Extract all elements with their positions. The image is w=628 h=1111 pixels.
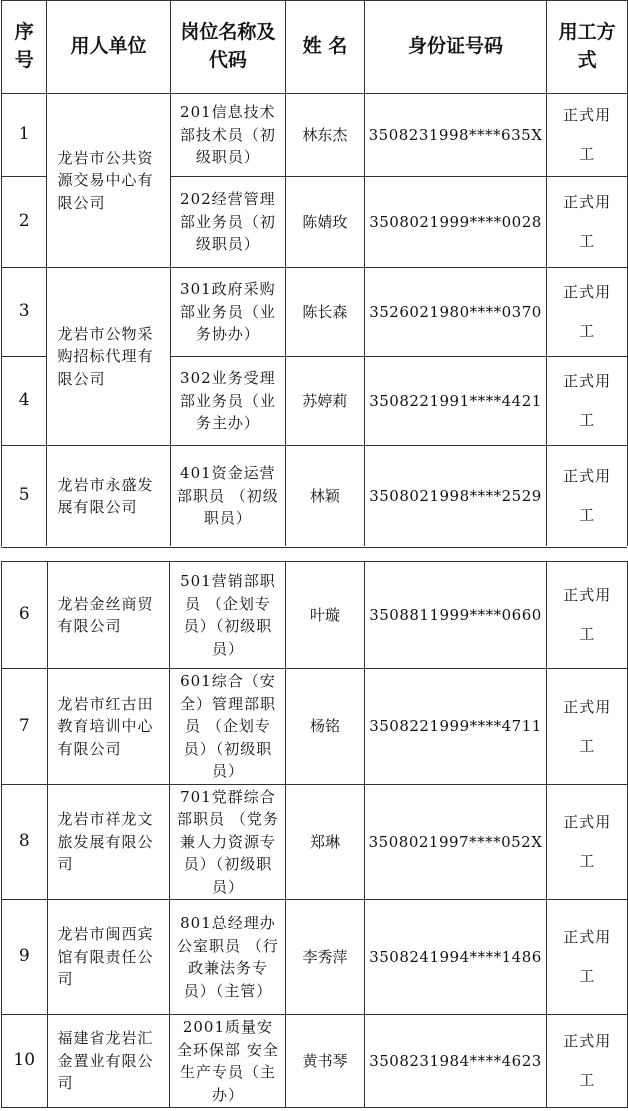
row-id: 3508231984****4623 [364,1015,547,1108]
row-id: 3508221999****4711 [364,669,547,785]
header-seq: 序号 [2,1,47,94]
page-break-line [1,547,627,548]
row-post: 601综合（安全）管理部职员 （企划专员）（初级职员） [170,669,286,785]
row-post: 302业务受理部业务员（业务主办） [170,357,286,446]
row-name: 杨铭 [286,669,364,785]
row-id: 3508811999****0660 [364,562,547,669]
header-name: 姓 名 [286,1,364,94]
row-id: 3508021998****2529 [364,446,547,547]
table-row [2,268,628,357]
row-name: 林东杰 [286,94,364,177]
table-row [2,669,628,785]
row-seq: 10 [2,1015,48,1108]
row-post: 202经营管理部业务员（初级职员） [170,177,286,268]
row-unit: 龙岩市永盛发展有限公司 [47,446,170,547]
row-seq: 9 [2,900,48,1015]
table-row [2,900,628,1015]
hire-table-part2 [1,561,628,1108]
table-row [2,1015,628,1108]
row-name: 陈婧玫 [286,177,364,268]
row-seq: 2 [2,177,47,268]
row-seq: 1 [2,94,47,177]
row-name: 林颖 [286,446,364,547]
table-row [2,562,628,669]
row-post: 501营销部职员 （企划专员）（初级职员） [170,562,286,669]
row-seq: 8 [2,785,48,900]
table-header-row [2,1,628,94]
row-emp: 正式用工 [547,669,628,785]
row-emp: 正式用工 [547,562,628,669]
table-row [2,785,628,900]
header-post: 岗位名称及代码 [170,1,286,94]
table-row [2,446,628,547]
row-post: 701党群综合部职员 （党务兼人力资源专员）（初级职员） [170,785,286,900]
row-seq: 3 [2,268,47,357]
table-row [2,94,628,177]
row-post: 201信息技术部技术员（初级职员） [170,94,286,177]
row-post: 401资金运营部职员 （初级职员） [170,446,286,547]
row-seq: 6 [2,562,48,669]
row-unit: 福建省龙岩汇金置业有限公司 [47,1015,170,1108]
row-emp: 正式用工 [547,785,628,900]
row-unit: 龙岩市公共资源交易中心有限公司 [47,94,170,268]
row-post: 301政府采购部业务员（业务协办） [170,268,286,357]
row-seq: 4 [2,357,47,446]
row-id: 3526021980****0370 [364,268,547,357]
row-post: 2001质量安全环保部 安全生产专员（主办） [170,1015,286,1108]
row-emp: 正式用工 [547,357,628,446]
hire-table-part1 [1,0,628,547]
row-id: 3508021997****052X [364,785,547,900]
row-unit: 龙岩金丝商贸有限公司 [47,562,170,669]
page-break-gap [0,546,628,560]
row-unit: 龙岩市祥龙文旅发展有限公司 [47,785,170,900]
row-seq: 7 [2,669,48,785]
header-emp: 用工方式 [547,1,628,94]
row-emp: 正式用工 [547,1015,628,1108]
row-id: 3508231998****635X [364,94,547,177]
header-unit: 用人单位 [47,1,170,94]
row-id: 3508241994****1486 [364,900,547,1015]
row-id: 3508221991****4421 [364,357,547,446]
row-name: 苏婷莉 [286,357,364,446]
row-unit: 龙岩市红古田教育培训中心有限公司 [47,669,170,785]
row-unit: 龙岩市闽西宾馆有限责任公司 [47,900,170,1015]
row-emp: 正式用工 [547,268,628,357]
row-name: 叶璇 [286,562,364,669]
header-id: 身份证号码 [364,1,547,94]
row-name: 陈长森 [286,268,364,357]
row-id: 3508021999****0028 [364,177,547,268]
row-name: 李秀萍 [286,900,364,1015]
row-emp: 正式用工 [547,900,628,1015]
row-emp: 正式用工 [547,177,628,268]
row-name: 黄书琴 [286,1015,364,1108]
row-emp: 正式用工 [547,94,628,177]
row-emp: 正式用工 [547,446,628,547]
row-name: 郑琳 [286,785,364,900]
row-seq: 5 [2,446,47,547]
row-post: 801总经理办公室职员 （行政兼法务专员）（主管） [170,900,286,1015]
row-unit: 龙岩市公物采购招标代理有限公司 [47,268,170,446]
